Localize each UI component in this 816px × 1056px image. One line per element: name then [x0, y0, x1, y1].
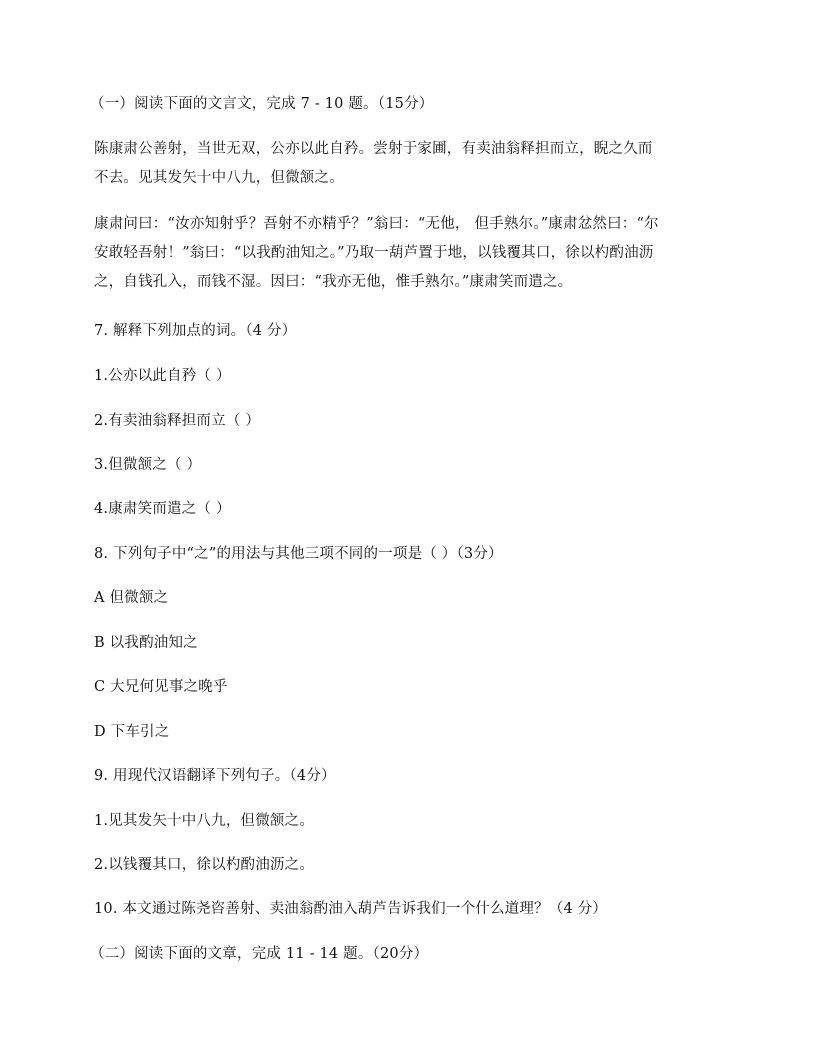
question-9-stem: 9. 用现代汉语翻译下列句子。（4分） [94, 768, 336, 784]
question-8-option-c: C 大兄何见事之晚乎 [94, 679, 228, 695]
question-7-item-4: 4.康肃笑而遣之（ ） [94, 501, 231, 517]
question-7-stem: 7. 解释下列加点的词。（4 分） [94, 323, 297, 339]
question-7-item-1: 1.公亦以此自矜（ ） [94, 368, 231, 384]
passage-paragraph-2 [94, 210, 724, 297]
passage-p1-line-1: 陈康肃公善射，当世无双，公亦以此自矜。尝射于家圃，有卖油翁释担而立，睨之久而 [94, 141, 653, 157]
question-7-item-3: 3.但微颔之（ ） [94, 457, 202, 473]
question-8-option-b: B 以我酌油知之 [94, 635, 198, 651]
question-8-option-a: A 但微颔之 [94, 590, 169, 606]
question-9-item-2: 2.以钱覆其口，徐以杓酌油沥之。 [94, 857, 315, 873]
section-1-heading: （一）阅读下面的文言文，完成 7 - 10 题。（15分） [90, 96, 434, 112]
passage-p2-line-1: 康肃问曰：“汝亦知射乎？吾射不亦精乎？”翁曰：“无他， 但手熟尔。”康肃忿然曰：“尔 [94, 216, 659, 232]
passage-paragraph-1 [94, 135, 724, 193]
question-9-item-1: 1.见其发矢十中八九，但微颔之。 [94, 813, 315, 829]
passage-p2-line-3: 之，自钱孔入，而钱不湿。因曰：“我亦无他，惟手熟尔。”康肃笑而遣之。 [94, 274, 573, 290]
question-10-stem: 10. 本文通过陈尧咨善射、卖油翁酌油入葫芦告诉我们一个什么道理？（4 分） [94, 901, 608, 917]
question-8-stem: 8. 下列句子中“之”的用法与其他三项不同的一项是（ ）（3分） [94, 546, 503, 562]
question-7-item-2: 2.有卖油翁释担而立（ ） [94, 413, 261, 429]
section-2-heading: （二）阅读下面的文章，完成 11 - 14 题。（20分） [90, 946, 429, 962]
passage-p1-line-2: 不去。见其发矢十中八九，但微颔之。 [94, 170, 344, 186]
passage-p2-line-2: 安敢轻吾射！”翁曰：“以我酌油知之。”乃取一葫芦置于地，以钱覆其口，徐以杓酌油沥 [94, 245, 654, 261]
question-8-option-d: D 下车引之 [94, 724, 170, 740]
